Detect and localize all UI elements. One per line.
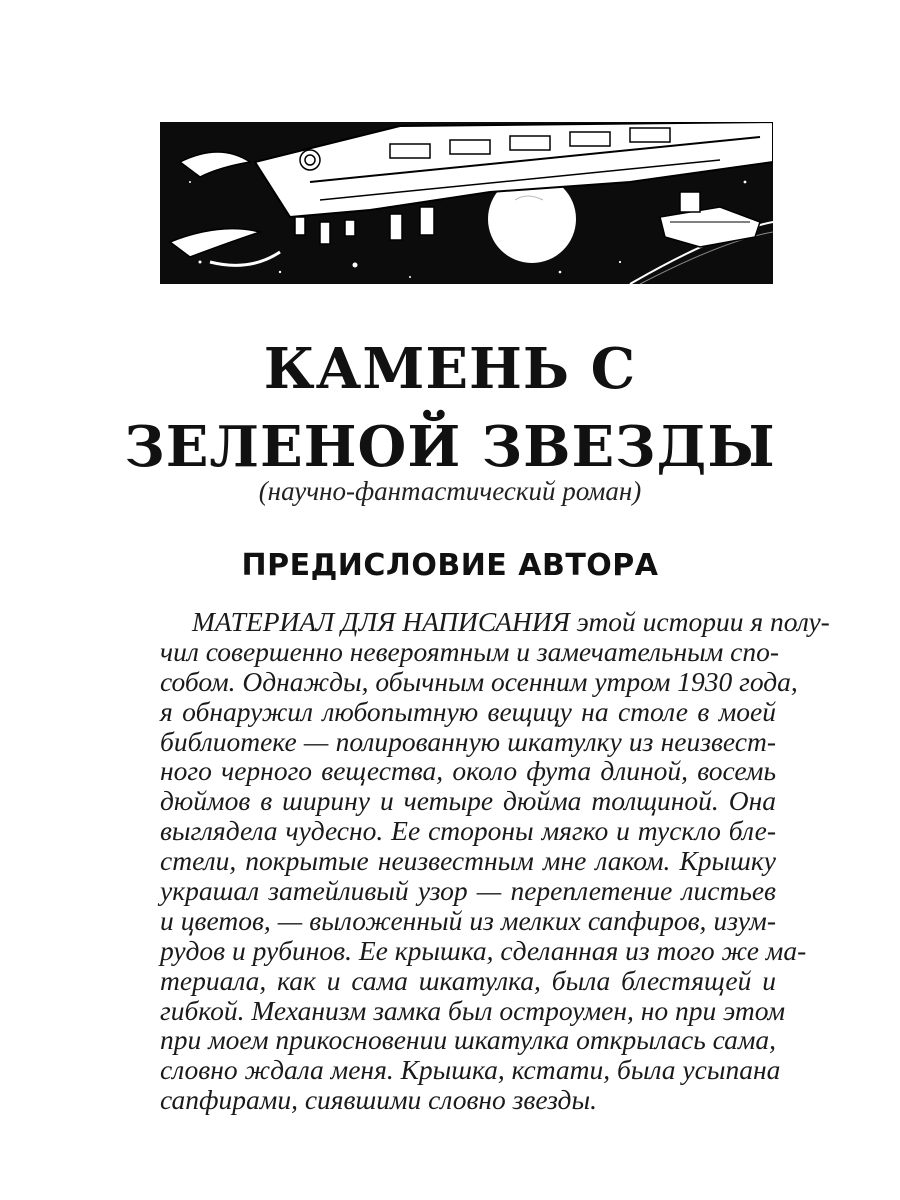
book-title-line-2: ЗЕЛЕНОЙ ЗВЕЗДЫ (124, 414, 776, 480)
paragraph-line: чил совершенно невероятным и замечательным спо- (160, 635, 780, 667)
book-subtitle: (научно-фантастический роман) (258, 476, 642, 506)
paragraph-line: словно ждала меня. Крышка, кстати, была усыпана (160, 1054, 781, 1086)
paragraph-line: териала, как и сама шкатулка, была блестящей и (160, 964, 776, 996)
paragraph-line: сапфирами, сиявшими словно звезды. (160, 1084, 597, 1116)
paragraph-line: выглядела чудесно. Ее стороны мягко и тускло бле- (160, 815, 776, 847)
paragraph-line: рудов и рубинов. Ее крышка, сделанная из того же ма- (160, 934, 807, 966)
illustration-svg (160, 122, 773, 284)
paragraph-line: дюймов в ширину и четыре дюйма толщиной. Она (160, 785, 776, 817)
paragraph-line: и цветов, — выложенный из мелких сапфиров, изум- (160, 904, 776, 936)
paragraph-line: стели, покрытые неизвестным мне лаком. Крышку (160, 845, 776, 877)
book-title-line-1: КАМЕНЬ С (263, 336, 637, 402)
paragraph-line: МАТЕРИАЛ ДЛЯ НАПИСАНИЯ этой истории я полу- (192, 606, 830, 637)
section-heading: ПРЕДИСЛОВИЕ АВТОРА (241, 548, 659, 583)
paragraph (160, 606, 830, 1116)
paragraph-line: собом. Однажды, обычным осенним утром 1930 года, (160, 665, 798, 697)
paragraph-line: гибкой. Механизм замка был остроумен, но при этом (160, 994, 786, 1026)
spaceships-planet-illustration (160, 122, 773, 284)
paragraph-line: при моем прикосновении шкатулка открылась сама, (160, 1024, 777, 1056)
paragraph-line: ного черного вещества, около фута длиной, восемь (160, 755, 776, 787)
paragraph-line: я обнаружил любопытную вещицу на столе в моей (160, 695, 776, 727)
paragraph-line: библиотеке — полированную шкатулку из неизвест- (160, 725, 776, 757)
paragraph-line: украшал затейливый узор — переплетение листьев (160, 875, 776, 907)
